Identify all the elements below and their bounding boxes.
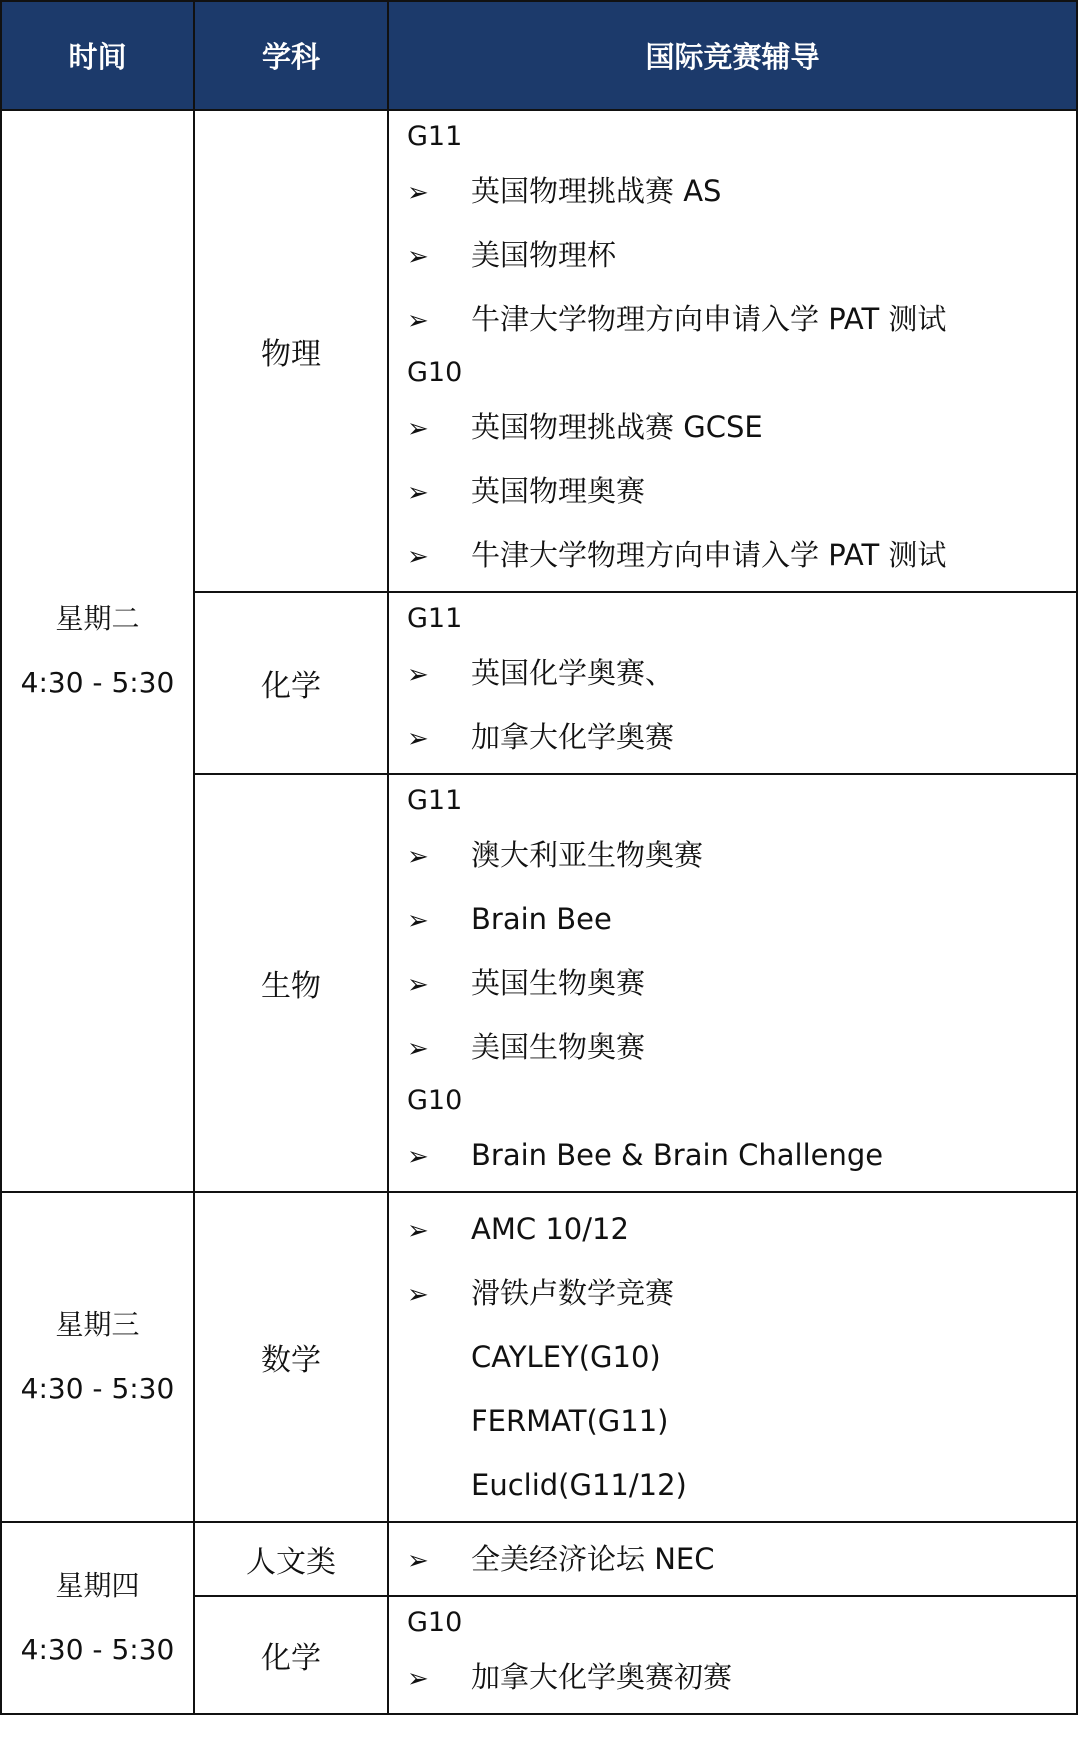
competition-item: [407, 641, 1076, 705]
arrow-bullet-icon: ➢: [407, 478, 429, 508]
competition-text: 牛津大学物理方向申请入学 PAT 测试: [471, 538, 947, 572]
competition-text: 牛津大学物理方向申请入学 PAT 测试: [471, 302, 947, 336]
competition-text: Brain Bee & Brain Challenge: [471, 1138, 884, 1172]
competition-cell: [388, 1522, 1077, 1596]
grade-label: G10: [407, 1085, 463, 1116]
competition-subitem: [407, 1389, 1076, 1453]
competition-text: AMC 10/12: [471, 1212, 629, 1246]
arrow-bullet-icon: ➢: [407, 542, 429, 572]
arrow-bullet-icon: ➢: [407, 842, 429, 872]
competition-text: 美国生物奥赛: [471, 1030, 646, 1064]
day-label: 星期三: [55, 1308, 140, 1341]
day-label: 星期四: [55, 1569, 140, 1602]
arrow-bullet-icon: ➢: [407, 306, 429, 336]
schedule-body: [1, 110, 1077, 1714]
competition-cell: [388, 1596, 1077, 1714]
competition-cell: [388, 774, 1077, 1192]
competition-text: 英国生物奥赛: [471, 966, 646, 1000]
subject-cell: 物理: [194, 110, 388, 592]
subject-cell: 化学: [194, 592, 388, 774]
competition-item: [407, 1123, 1076, 1187]
competition-item: [407, 705, 1076, 769]
competition-text: 英国物理奥赛: [471, 474, 646, 508]
competition-text: 英国物理挑战赛 AS: [471, 174, 722, 208]
arrow-bullet-icon: ➢: [407, 1034, 429, 1064]
competition-item: [407, 159, 1076, 223]
competition-item: [407, 1527, 1076, 1591]
competition-cell: [388, 1192, 1077, 1522]
arrow-bullet-icon: ➢: [407, 178, 429, 208]
competition-text: Euclid(G11/12): [471, 1468, 687, 1502]
competition-item: [407, 523, 1076, 587]
subject-cell: 人文类: [194, 1522, 388, 1596]
competition-item: [407, 1261, 1076, 1325]
competition-item: [407, 823, 1076, 887]
arrow-bullet-icon: ➢: [407, 1216, 429, 1246]
competition-text: FERMAT(G11): [471, 1404, 669, 1438]
competition-text: 澳大利亚生物奥赛: [471, 838, 704, 872]
arrow-bullet-icon: ➢: [407, 1664, 429, 1694]
header-time: 时间: [1, 1, 194, 110]
arrow-bullet-icon: ➢: [407, 1546, 429, 1576]
competition-subitem: [407, 1325, 1076, 1389]
day-cell: [1, 110, 194, 1192]
subject-cell: 化学: [194, 1596, 388, 1714]
competition-item: [407, 951, 1076, 1015]
grade-label: G11: [407, 603, 463, 634]
competition-text: 英国化学奥赛、: [471, 656, 675, 690]
competition-text: 加拿大化学奥赛: [471, 720, 675, 754]
grade-label: G10: [407, 1607, 463, 1638]
time-label: 4:30 - 5:30: [20, 1372, 175, 1405]
arrow-bullet-icon: ➢: [407, 970, 429, 1000]
arrow-bullet-icon: ➢: [407, 1280, 429, 1310]
arrow-bullet-icon: ➢: [407, 1142, 429, 1172]
header-subject: 学科: [194, 1, 388, 110]
competition-item: [407, 1197, 1076, 1261]
day-label: 星期二: [55, 602, 140, 635]
arrow-bullet-icon: ➢: [407, 242, 429, 272]
grade-label: G11: [407, 121, 463, 152]
arrow-bullet-icon: ➢: [407, 724, 429, 754]
competition-item: [407, 1015, 1076, 1079]
competition-text: 美国物理杯: [471, 238, 617, 272]
competition-subitem: [407, 1453, 1076, 1517]
competition-item: [407, 223, 1076, 287]
grade-label: G10: [407, 357, 463, 388]
grade-label: G11: [407, 785, 463, 816]
time-label: 4:30 - 5:30: [20, 666, 175, 699]
time-label: 4:30 - 5:30: [20, 1633, 175, 1666]
competition-text: 英国物理挑战赛 GCSE: [471, 410, 763, 444]
header-row: [1, 1, 1077, 110]
arrow-bullet-icon: ➢: [407, 906, 429, 936]
competition-item: [407, 1645, 1076, 1709]
competition-item: [407, 887, 1076, 951]
arrow-bullet-icon: ➢: [407, 660, 429, 690]
competition-text: 全美经济论坛 NEC: [471, 1542, 715, 1576]
competition-item: [407, 395, 1076, 459]
competition-item: [407, 287, 1076, 351]
day-cell: [1, 1522, 194, 1714]
day-cell: [1, 1192, 194, 1522]
competition-cell: [388, 110, 1077, 592]
header-competition: 国际竞赛辅导: [388, 1, 1077, 110]
arrow-bullet-icon: ➢: [407, 414, 429, 444]
subject-cell: 生物: [194, 774, 388, 1192]
competition-text: Brain Bee: [471, 902, 612, 936]
competition-text: 滑铁卢数学竞赛: [471, 1276, 675, 1310]
competition-text: 加拿大化学奥赛初赛: [471, 1660, 733, 1694]
schedule-row: [1, 1192, 1077, 1522]
subject-cell: 数学: [194, 1192, 388, 1522]
competition-text: CAYLEY(G10): [471, 1340, 661, 1374]
schedule-row: [1, 110, 1077, 592]
competition-item: [407, 459, 1076, 523]
schedule-row: [1, 1522, 1077, 1596]
competition-cell: [388, 592, 1077, 774]
